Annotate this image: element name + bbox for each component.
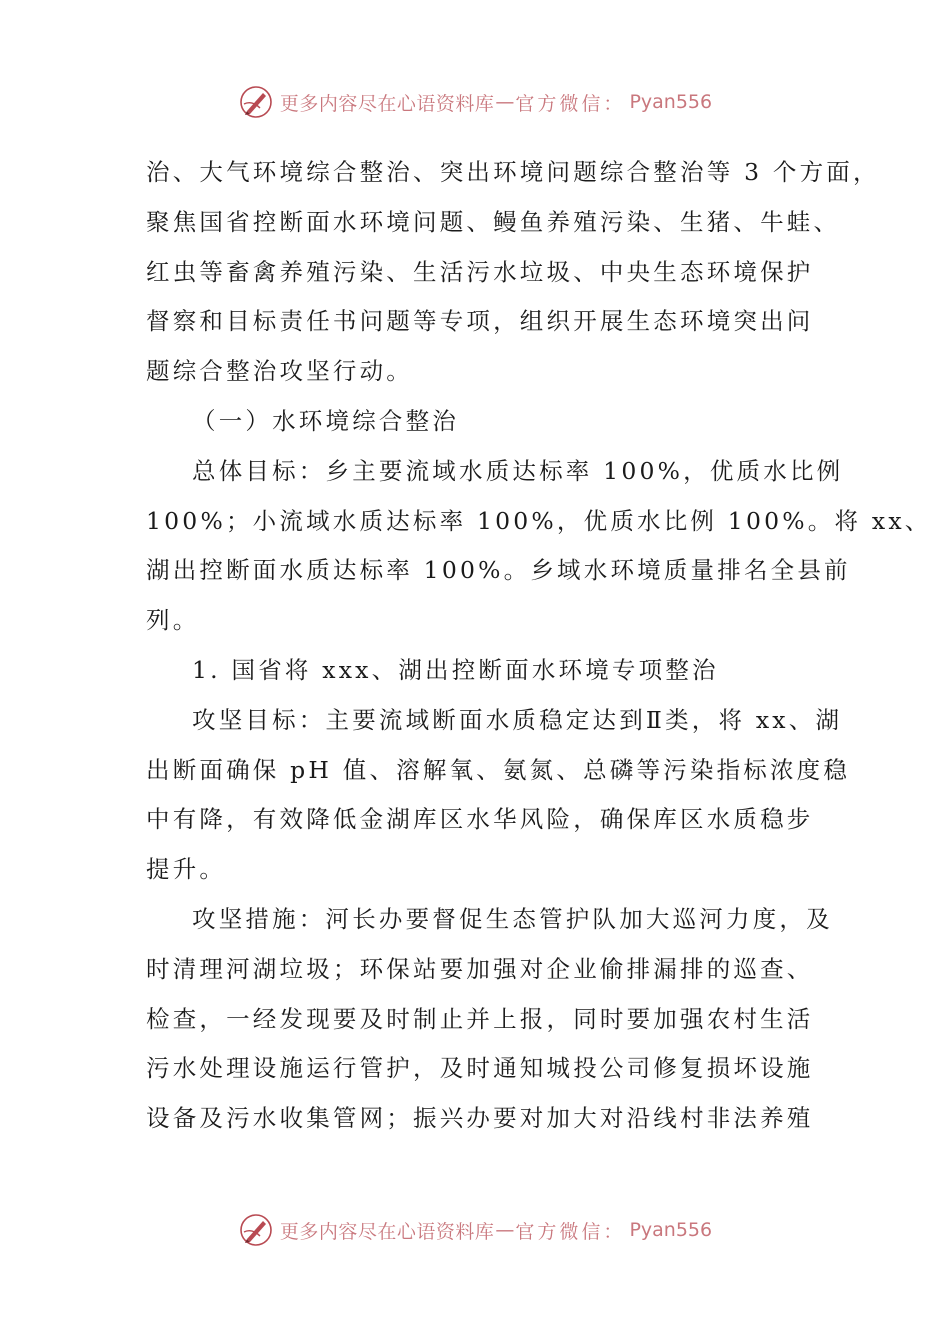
document-body xyxy=(146,148,932,1144)
text-line: 时清理河湖垃圾；环保站要加强对企业偷排漏排的巡查、 xyxy=(146,954,814,983)
watermark-id: Pyan556 xyxy=(629,1219,713,1241)
text-line: 设备及污水收集管网；振兴办要对加大对沿线村非法养殖 xyxy=(146,1104,814,1133)
watermark-brand: 更多内容尽在心语资料库 xyxy=(279,1220,495,1243)
text-line: 聚焦国省控断面水环境问题、鳗鱼养殖污染、生猪、牛蛙、 xyxy=(146,207,841,236)
text-line: 出断面确保 pH 值、溶解氧、氨氮、总磷等污染指标浓度稳 xyxy=(146,755,851,784)
text-line: 中有降，有效降低金湖库区水华风险，确保库区水质稳步 xyxy=(146,805,814,834)
text-line: 提升。 xyxy=(146,855,227,884)
watermark-separator: — xyxy=(495,1219,515,1241)
pen-logo-icon xyxy=(238,1212,274,1248)
watermark-label: 官方微信： xyxy=(515,1220,626,1243)
text-line: 污水处理设施运行管护，及时通知城投公司修复损坏设施 xyxy=(146,1054,814,1083)
text-line: 红虫等畜禽养殖污染、生活污水垃圾、中央生态环境保护 xyxy=(146,257,814,286)
watermark-label: 官方微信： xyxy=(515,92,626,115)
text-line: 督察和目标责任书问题等专项，组织开展生态环境突出问 xyxy=(146,307,814,336)
paragraph-start: 攻坚措施：河长办要督促生态管护队加大巡河力度，及 xyxy=(192,904,833,933)
text-line: 列。 xyxy=(146,606,200,635)
watermark-header xyxy=(0,82,950,122)
subsection-heading: 1. 国省将 xxx、湖出控断面水环境专项整治 xyxy=(192,655,719,684)
text-line: 湖出控断面水质达标率 100%。乡域水环境质量排名全县前 xyxy=(146,556,851,585)
watermark-separator: — xyxy=(495,91,515,113)
text-line: 100%；小流域水质达标率 100%，优质水比例 100%。将 xx、 xyxy=(146,506,932,535)
text-line: 治、大气环境综合整治、突出环境问题综合整治等 3 个方面， xyxy=(146,158,880,186)
watermark-footer xyxy=(0,1210,950,1250)
text-line: 检查，一经发现要及时制止并上报，同时要加强农村生活 xyxy=(146,1004,814,1033)
watermark-brand: 更多内容尽在心语资料库 xyxy=(279,92,495,115)
watermark-id: Pyan556 xyxy=(629,91,713,113)
section-heading: （一）水环境综合整治 xyxy=(192,406,459,435)
paragraph-start: 攻坚目标：主要流域断面水质稳定达到Ⅱ类，将 xx、湖 xyxy=(192,705,843,734)
text-line: 题综合整治攻坚行动。 xyxy=(146,357,413,386)
pen-logo-icon xyxy=(238,84,274,120)
paragraph-start: 总体目标：乡主要流域水质达标率 100%，优质水比例 xyxy=(192,456,844,485)
